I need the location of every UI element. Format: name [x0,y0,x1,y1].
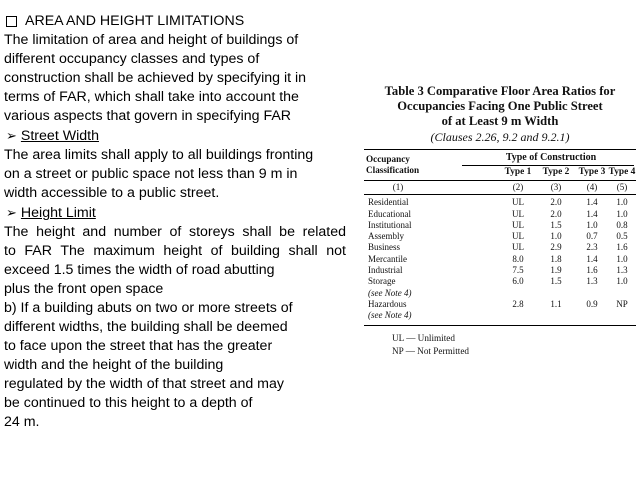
far-value-cell: 8.0 [512,253,524,264]
occupancy-cell: Assembly [368,231,404,242]
occupancy-cell: Mercantile [368,253,407,264]
heading-street-width-text: Street Width [20,128,99,144]
body-line: different occupancy classes and types of [4,51,260,67]
far-value-cell: NP [616,298,628,309]
far-value-cell: 2.9 [550,242,562,253]
header-type-rule [462,165,634,166]
checkbox-bullet-icon [6,16,17,27]
text-column [4,12,346,432]
table-bottom-rule [364,325,636,326]
occupancy-cell: Storage [368,276,396,287]
far-value-cell: UL [512,197,524,208]
far-value-cell: 1.1 [550,298,562,309]
occupancy-cell: (see Note 4) [368,287,412,298]
table-row [362,276,638,287]
body-line: width accessible to a public street. [4,185,220,201]
header-occupancy-line: Classification [366,165,420,175]
table-row [362,209,638,220]
header-subtypes [362,167,638,178]
table-title-line: of at Least 9 m Width [441,114,559,128]
table-title-line: Occupancies Facing One Public Street [397,99,603,113]
far-value-cell: UL [512,231,524,242]
table-row [362,254,638,265]
table-notes [392,332,638,358]
table-row [362,299,638,310]
far-value-cell: 6.0 [512,276,524,287]
far-value-cell: 0.5 [616,231,628,242]
column-number-cell: (4) [586,182,598,192]
body-line: 24 m. [4,414,40,430]
far-value-cell: 1.4 [586,197,598,208]
far-value-cell: 2.0 [550,197,562,208]
far-value-cell: 1.4 [586,208,598,219]
far-value-cell: 1.4 [586,253,598,264]
heading-area [4,12,346,31]
far-value-cell: UL [512,219,524,230]
occupancy-cell: Institutional [368,219,412,230]
far-value-cell: 1.3 [616,265,628,276]
column-number-cell: (2) [512,182,524,192]
heading-height-limit [4,203,346,223]
body-line: The height and number of storeys shall be related [4,224,346,240]
far-value-cell: 1.0 [550,231,562,242]
occupancy-cell: Residential [368,197,409,208]
far-value-cell: 2.3 [586,242,598,253]
far-value-cell: 1.5 [550,276,562,287]
far-value-cell: 1.0 [616,197,628,208]
body-line: construction shall be achieved by specifying it in [4,70,307,86]
body-line: various aspects that govern in specifying FAR [4,108,292,124]
table-row [362,231,638,242]
column-number-row [362,182,638,193]
heading-street-width [4,126,346,146]
body-line: different widths, the building shall be deemed [4,319,288,335]
body-line: width and the height of the building [4,357,224,373]
body-line: plus the front open space [4,281,164,297]
far-value-cell: 1.0 [616,253,628,264]
occupancy-cell: Educational [368,208,411,219]
far-value-cell: 1.0 [586,219,598,230]
table-body [362,197,638,321]
occupancy-cell: Industrial [368,265,403,276]
body-line: regulated by the width of that street and may [4,376,284,392]
table-header [362,150,638,180]
far-value-cell: 2.8 [512,298,524,309]
note-not-permitted: NP — Not Permitted [392,345,469,356]
far-value-cell: 0.8 [616,219,628,230]
body-line: terms of FAR, which shall take into account the [4,89,299,105]
far-value-cell: 1.8 [550,253,562,264]
subheader-cell: Type 1 [504,167,532,177]
table-row [362,310,638,321]
far-value-cell: 1.6 [586,265,598,276]
body-line: on a street or public space not less than 9 m in [4,166,298,182]
table-row [362,242,638,253]
far-value-cell: 1.0 [616,208,628,219]
column-number-cell: (1) [392,182,404,192]
table-header-rule [364,180,636,181]
subheader-cell: Type 2 [542,167,570,177]
body-line: to FAR The maximum height of building shall not [4,243,346,259]
column-number-cell: (5) [616,182,628,192]
far-value-cell: 1.6 [616,242,628,253]
far-value-cell: UL [512,242,524,253]
far-value-cell: UL [512,208,524,219]
far-value-cell: 0.7 [586,231,598,242]
far-value-cell: 7.5 [512,265,524,276]
table-row [362,288,638,299]
table-title-line: Table 3 Comparative Floor Area Ratios for [384,84,616,98]
heading-height-limit-text: Height Limit [20,205,96,221]
body-line: exceed 1.5 times the width of road abutting [4,262,275,278]
arrow-bullet-icon: ➢ [6,128,17,143]
table-row [362,265,638,276]
occupancy-cell: (see Note 4) [368,310,412,321]
far-value-cell: 1.0 [616,276,628,287]
far-value-cell: 0.9 [586,298,598,309]
body-line: be continued to this height to a depth of [4,395,253,411]
subheader-cell: Type 3 [578,167,606,177]
body-line: b) If a building abuts on two or more streets of [4,300,293,316]
body-line: The limitation of area and height of buildings of [4,32,299,48]
arrow-bullet-icon: ➢ [6,205,17,220]
column-number-cell: (3) [550,182,562,192]
heading-area-text: AREA AND HEIGHT LIMITATIONS [25,13,245,29]
body-line: to face upon the street that has the greater [4,338,273,354]
table-body-rule [364,194,636,195]
table-row [362,197,638,208]
far-table-figure [362,84,638,384]
table-row [362,220,638,231]
body-line: The area limits shall apply to all buildings fronting [4,147,314,163]
table-clauses: (Clauses 2.26, 9.2 and 9.2.1) [430,130,570,144]
subheader-cell: Type 4 [608,167,636,177]
occupancy-cell: Hazardous [368,298,407,309]
far-value-cell: 1.5 [550,219,562,230]
occupancy-cell: Business [368,242,401,253]
far-value-cell: 2.0 [550,208,562,219]
header-occupancy-line: Occupancy [366,154,410,164]
note-unlimited: UL — Unlimited [392,332,455,343]
header-type-of-construction: Type of Construction [505,152,597,163]
far-value-cell: 1.3 [586,276,598,287]
far-value-cell: 1.9 [550,265,562,276]
